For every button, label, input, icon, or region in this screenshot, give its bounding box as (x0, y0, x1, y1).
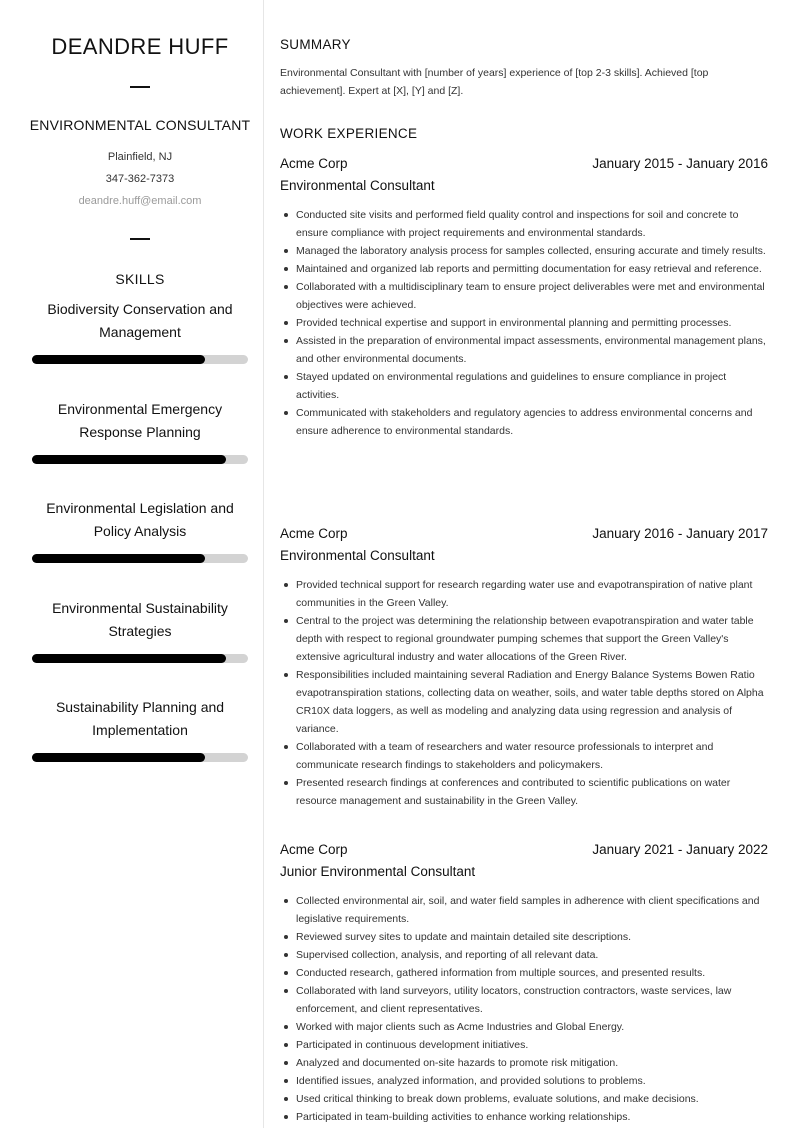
skill-item (32, 298, 248, 364)
job-dates: January 2015 - January 2016 (592, 156, 768, 171)
job-entry (280, 842, 770, 1126)
job-bullet: Collected environmental air, soil, and water field samples in adherence with client specifications and legislative requirements. (280, 892, 770, 928)
job-bullet: Stayed updated on environmental regulations and guidelines to ensure compliance in project activities. (280, 368, 770, 404)
skill-level-bar (32, 355, 248, 364)
contact-phone: 347-362-7373 (105, 173, 175, 185)
job-bullet: Collaborated with a multidisciplinary team to ensure project deliverables were met and environmental objectives were achieved. (280, 278, 770, 314)
divider (130, 238, 150, 240)
job-bullet: Participated in continuous development initiatives. (280, 1036, 770, 1054)
job-bullet: Analyzed and documented on-site hazards to promote risk mitigation. (280, 1054, 770, 1072)
job-bullet: Communicated with stakeholders and regulatory agencies to address environmental concerns and ensure adherence to environmental standards. (280, 404, 770, 440)
skill-level-fill (32, 355, 205, 364)
job-company: Acme Corp (280, 526, 348, 541)
job-title: Junior Environmental Consultant (280, 864, 476, 879)
job-bullet: Participated in team-building activities to enhance working relationships. (280, 1108, 770, 1126)
skill-level-fill (32, 654, 226, 663)
skill-name: Sustainability Planning and Implementation (55, 699, 225, 738)
job-dates: January 2016 - January 2017 (592, 526, 768, 541)
candidate-title: ENVIRONMENTAL CONSULTANT (29, 117, 251, 133)
job-company: Acme Corp (280, 156, 348, 171)
job-bullet: Presented research findings at conferences and contributed to scientific publications on water resource management and sustainability in the Green Valley. (280, 774, 770, 810)
job-bullets (280, 206, 770, 440)
skill-name: Environmental Legislation and Policy Analysis (46, 500, 234, 539)
job-bullet: Central to the project was determining the relationship between evapotranspiration and water table depth with respect to regional groundwater pumping schemes that support the Green Valley's extensive agricultural industry and water allocations of the Green River. (280, 612, 770, 666)
summary-text: Environmental Consultant with [number of years] experience of [top 2-3 skills]. Achieved [top achievement]. Expert at [X], [Y] and [Z]. (280, 67, 709, 97)
job-title: Environmental Consultant (280, 548, 435, 563)
job-bullet: Maintained and organized lab reports and permitting documentation for easy retrieval and reference. (280, 260, 770, 278)
job-bullets (280, 892, 770, 1126)
job-bullet: Used critical thinking to break down problems, evaluate solutions, and make decisions. (280, 1090, 770, 1108)
skill-name: Environmental Emergency Response Planning (57, 401, 223, 440)
job-header (280, 842, 770, 864)
job-bullets (280, 576, 770, 810)
skill-name: Biodiversity Conservation and Management (47, 301, 233, 340)
job-bullet: Provided technical expertise and support in environmental planning and permitting processes. (280, 314, 770, 332)
job-bullet: Responsibilities included maintaining several Radiation and Energy Balance Systems Bowen Ratio evapotranspiration stations, collecting data on weather, soils, and water table depths stored on Alpha CR10X data loggers, as well as modeling and analyzing data using regression and analysis of variance. (280, 666, 770, 738)
skill-item (32, 696, 248, 762)
job-bullet: Collaborated with a team of researchers and water resource professionals to interpret and communicate research findings to stakeholders and policymakers. (280, 738, 770, 774)
job-dates: January 2021 - January 2022 (592, 842, 768, 857)
skill-level-bar (32, 654, 248, 663)
job-header (280, 526, 770, 548)
job-bullet: Identified issues, analyzed information, and provided solutions to problems. (280, 1072, 770, 1090)
job-bullet: Conducted research, gathered information from multiple sources, and presented results. (280, 964, 770, 982)
skill-level-fill (32, 554, 205, 563)
job-bullet: Conducted site visits and performed field quality control and inspections for soil and concrete to ensure compliance with project requirements and environmental standards. (280, 206, 770, 242)
job-bullet: Collaborated with land surveyors, utility locators, construction contractors, waste services, law enforcement, and client representatives. (280, 982, 770, 1018)
job-bullet: Provided technical support for research regarding water use and evapotranspiration of native plant communities in the Green Valley. (280, 576, 770, 612)
sidebar (0, 0, 264, 1128)
job-bullet: Supervised collection, analysis, and reporting of all relevant data. (280, 946, 770, 964)
job-entry (280, 526, 770, 810)
skill-item (32, 398, 248, 464)
skill-name: Environmental Sustainability Strategies (52, 600, 228, 639)
job-company: Acme Corp (280, 842, 348, 857)
job-bullet: Assisted in the preparation of environmental impact assessments, environmental management plans, and other environmental documents. (280, 332, 770, 368)
job-title: Environmental Consultant (280, 178, 435, 193)
contact-email[interactable]: deandre.huff@email.com (78, 195, 202, 207)
job-bullet: Managed the laboratory analysis process for samples collected, ensuring accurate and timely results. (280, 242, 770, 260)
skill-item (32, 597, 248, 663)
skills-heading: SKILLS (115, 271, 165, 287)
work-experience-heading: WORK EXPERIENCE (280, 126, 418, 141)
skill-item (32, 497, 248, 563)
contact-location: Plainfield, NJ (107, 151, 173, 163)
skill-level-bar (32, 753, 248, 762)
skill-level-fill (32, 753, 205, 762)
summary-heading: SUMMARY (280, 37, 351, 52)
skill-level-bar (32, 455, 248, 464)
divider (130, 86, 150, 88)
job-entry (280, 156, 770, 440)
skill-level-fill (32, 455, 226, 464)
job-header (280, 156, 770, 178)
candidate-name: DEANDRE HUFF (51, 34, 229, 59)
job-bullet: Reviewed survey sites to update and maintain detailed site descriptions. (280, 928, 770, 946)
skill-level-bar (32, 554, 248, 563)
job-bullet: Worked with major clients such as Acme Industries and Global Energy. (280, 1018, 770, 1036)
